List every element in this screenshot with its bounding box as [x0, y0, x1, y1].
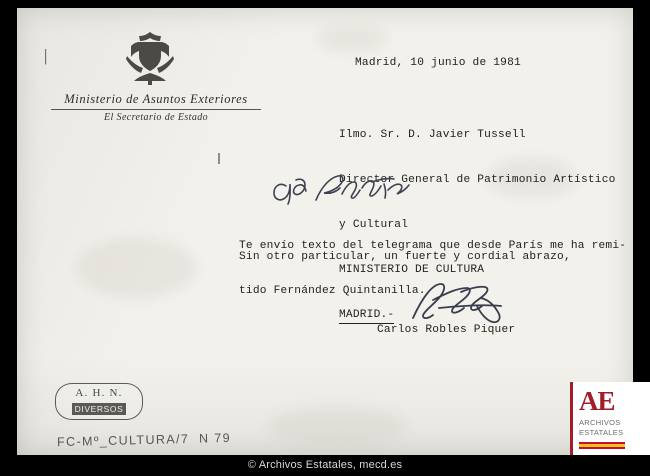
addressee-line-4: MINISTERIO DE CULTURA	[339, 264, 485, 276]
addressee-line-3: y Cultural	[339, 219, 409, 231]
addressee-line-2: Director General de Patrimonio Artístico	[339, 174, 616, 186]
addressee-line-5: MADRID.-	[339, 308, 616, 324]
archive-stamp-line-1: A. H. N.	[75, 387, 123, 399]
body-paragraph-2: Sin otro particular, un fuerte y cordial abrazo,	[239, 251, 571, 263]
date-line: Madrid, 10 junio de 1981	[355, 57, 521, 69]
paper-blotch	[317, 26, 387, 52]
logo-monogram: AE	[579, 386, 615, 416]
letterhead-ministry: Ministerio de Asuntos Exteriores	[64, 92, 248, 106]
scanned-letter-sheet	[17, 8, 633, 455]
margin-tick-mark	[218, 153, 220, 164]
archive-stamp-line-2: DIVERSOS	[72, 403, 126, 415]
archivos-estatales-logo	[570, 382, 650, 456]
body-paragraph-1-line-2: tido Fernández Quintanilla.	[239, 285, 426, 297]
body-paragraph-1	[239, 209, 626, 329]
letterhead-divider	[51, 109, 261, 110]
body-paragraph-1-line-1: Te envío texto del telegrama que desde París me ha remi-	[239, 240, 627, 252]
pencil-annotation: FC-Mº_CULTURA/7 N 79	[56, 430, 232, 450]
royal-crest-icon	[117, 30, 183, 86]
paper-blotch	[77, 238, 197, 298]
signature-name: Carlos Robles Piquer	[377, 324, 516, 336]
logo-text-line-1: ARCHIVOS	[579, 418, 621, 427]
spanish-flag-icon	[579, 442, 625, 449]
addressee-line-1: Ilmo. Sr. D. Javier Tussell	[339, 129, 526, 141]
logo-text	[579, 418, 649, 437]
archive-stamp	[55, 383, 143, 420]
paper-blotch	[267, 408, 407, 444]
margin-punch-mark: |	[44, 46, 48, 65]
letterhead-office: El Secretario de Estado	[103, 112, 209, 123]
logo-text-line-2: ESTATALES	[579, 427, 624, 437]
image-caption: © Archivos Estatales, mecd.es	[0, 455, 650, 476]
